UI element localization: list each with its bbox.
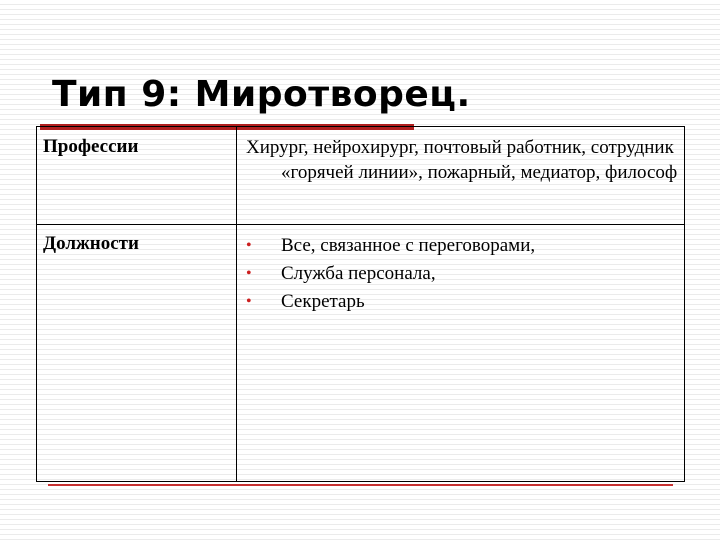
positions-list [246,232,678,316]
bullet-icon: • [246,265,252,282]
list-item-text: Все, связанное с переговорами, [281,235,536,256]
bullet-icon: • [246,293,252,310]
table-row-divider [37,224,684,225]
table-column-divider [236,127,237,481]
professions-table [36,126,685,482]
list-item [246,232,678,260]
bullet-icon: • [246,237,252,254]
slide-title: Тип 9: Миротворец. [52,74,471,115]
list-item-text: Служба персонала, [281,263,436,284]
list-item [246,260,678,288]
bottom-rule [48,484,673,486]
list-item-text: Секретарь [281,291,365,312]
row-label-professions: Профессии [43,136,139,157]
list-item [246,288,678,316]
row-label-positions: Должности [43,233,139,254]
professions-cell-text: Хирург, нейрохирург, почтовый работник, сотрудник «горячей линии», пожарный, медиатор, философ [246,137,678,183]
